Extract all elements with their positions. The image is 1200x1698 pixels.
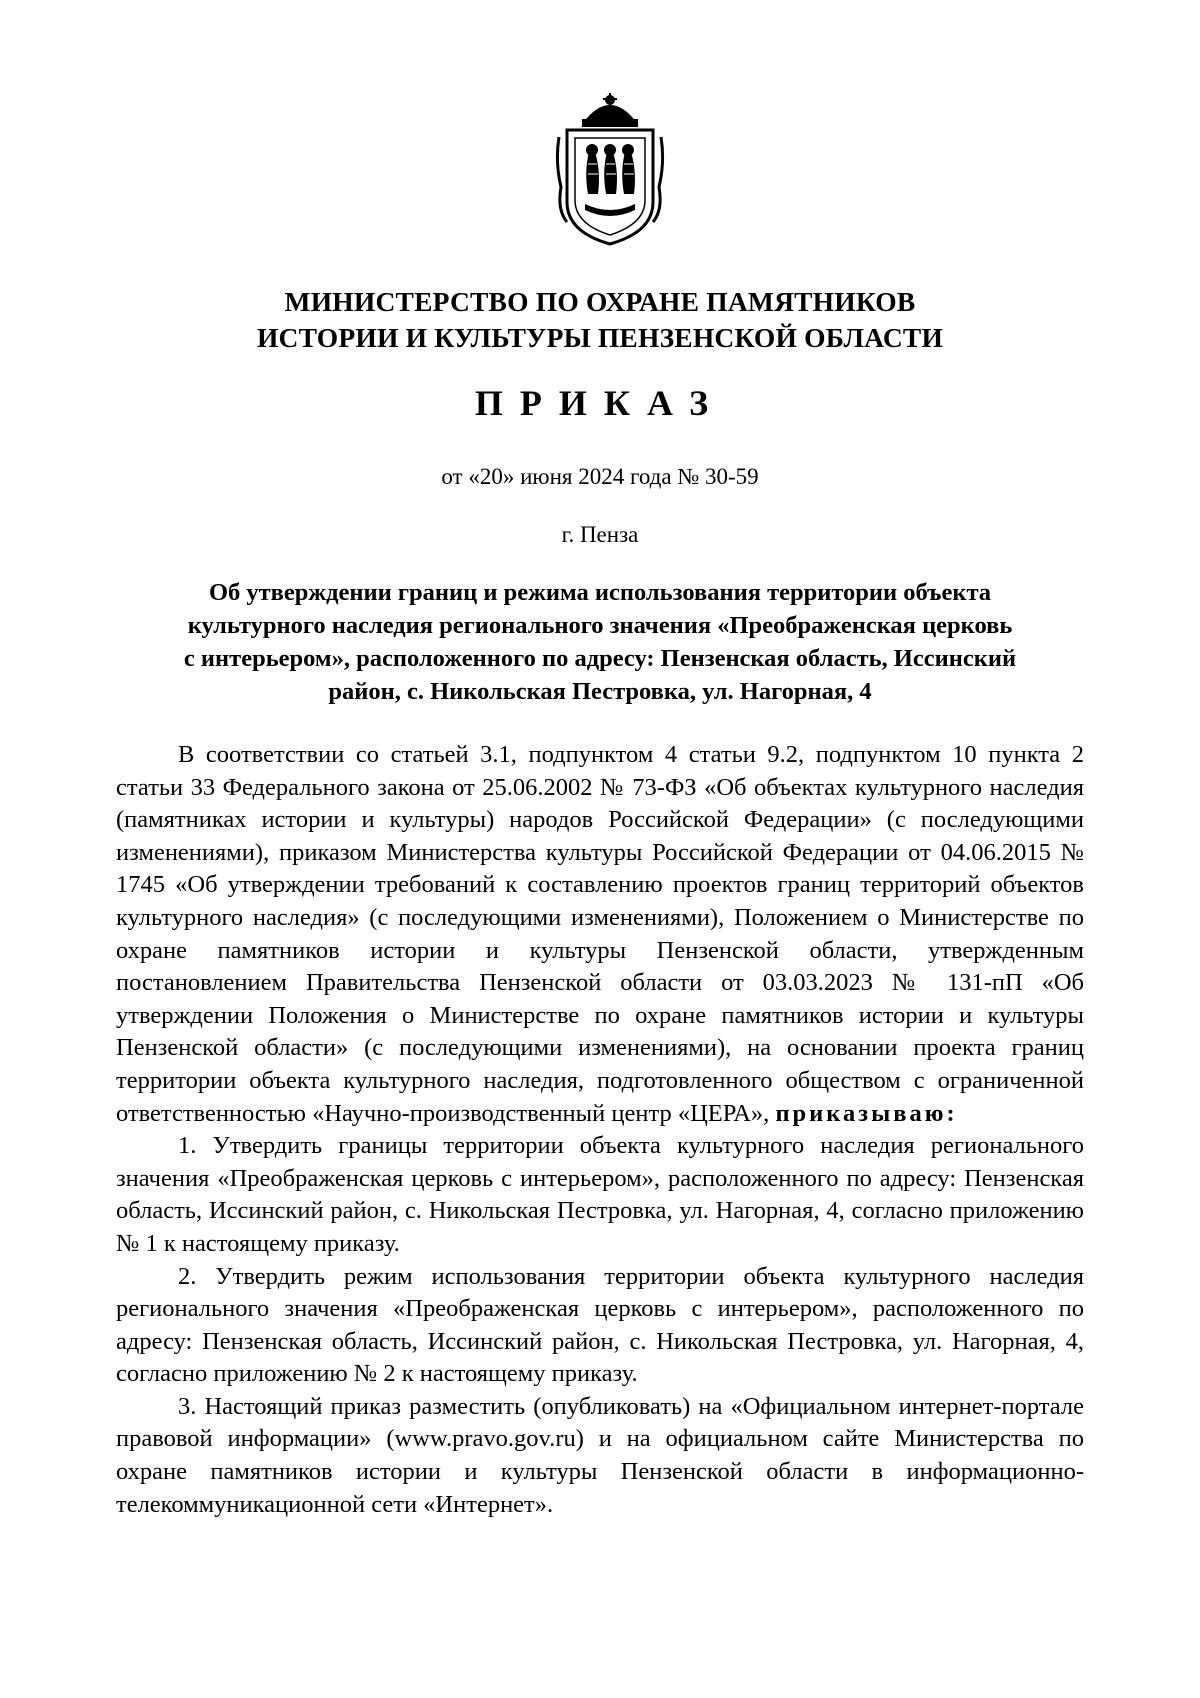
document-date-number: от «20» июня 2024 года № 30-59 (441, 464, 759, 489)
subject-line1: Об утверждении границ и режима использования территории объекта (208, 579, 992, 606)
document-subject (135, 576, 1065, 708)
coat-of-arms-icon (555, 92, 665, 247)
preamble-text: В соответствии со статьей 3.1, подпунктом 4 статьи 9.2, подпунктом 10 пункта 2 статьи 33 Федерального закона от 25.06.2002 № 73-ФЗ «Об объектах культурного наследия (памятниках истории и культуры) народов Российской Федерации» (с последующими изменениями), приказом Министерства культуры Российской Федерации от 04.06.2015 № 1745 «Об утверждении требований к составлению проектов границ территорий объектов культурного наследия» (с последующими изменениями), Положением о Министерстве по охране памятников истории и культуры Пензенской области, утвержденным постановлением Правительства Пензенской области от 03.03.2023 № 131-пП «Об утверждении Положения о Министерстве по охране памятников истории и культуры Пензенской области» (с последующими изменениями), на основании проекта границ территории объекта культурного наследия, подготовленного обществом с ограниченной ответственностью «Научно-производственный центр «ЦЕРА», (116, 741, 1084, 1127)
subject-line4: район, с. Никольская Пестровка, ул. Нагорная, 4 (328, 678, 872, 705)
order-item-3: 3. Настоящий приказ разместить (опубликовать) на «Официальном интернет-портале правовой информации» (www.pravo.gov.ru) и на официальном сайте Министерства по охране памятников истории и культуры Пензенской области в информационно-телекоммуникационной сети «Интернет». (116, 1392, 1084, 1518)
document-body (116, 739, 1084, 1521)
document-city: г. Пенза (561, 522, 639, 547)
preamble-paragraph (116, 739, 1084, 1130)
ministry-name (150, 284, 1050, 356)
subject-line3: с интерьером», расположенного по адресу: Пензенская область, Иссинский (183, 645, 1017, 672)
ministry-name-line2: ИСТОРИИ И КУЛЬТУРЫ ПЕНЗЕНСКОЙ ОБЛАСТИ (256, 322, 944, 353)
document-title: ПРИКАЗ (474, 383, 726, 423)
subject-line2: культурного наследия регионального значения «Преображенская церковь (187, 612, 1013, 639)
order-item-1: 1. Утвердить границы территории объекта культурного наследия регионального значения «Преображенская церковь с интерьером», расположенного по адресу: Пензенская область, Иссинский район, с. Никольская Пестровка, ул. Нагорная, 4, согласно приложению № 1 к настоящему приказу. (116, 1132, 1084, 1257)
order-word: приказываю: (775, 1099, 958, 1127)
ministry-name-line1: МИНИСТЕРСТВО ПО ОХРАНЕ ПАМЯТНИКОВ (284, 286, 916, 317)
order-item-2: 2. Утвердить режим использования территории объекта культурного наследия регионального значения «Преображенская церковь с интерьером», расположенного по адресу: Пензенская область, Иссинский район, с. Никольская Пестровка, ул. Нагорная, 4, согласно приложению № 2 к настоящему приказу. (116, 1262, 1084, 1388)
